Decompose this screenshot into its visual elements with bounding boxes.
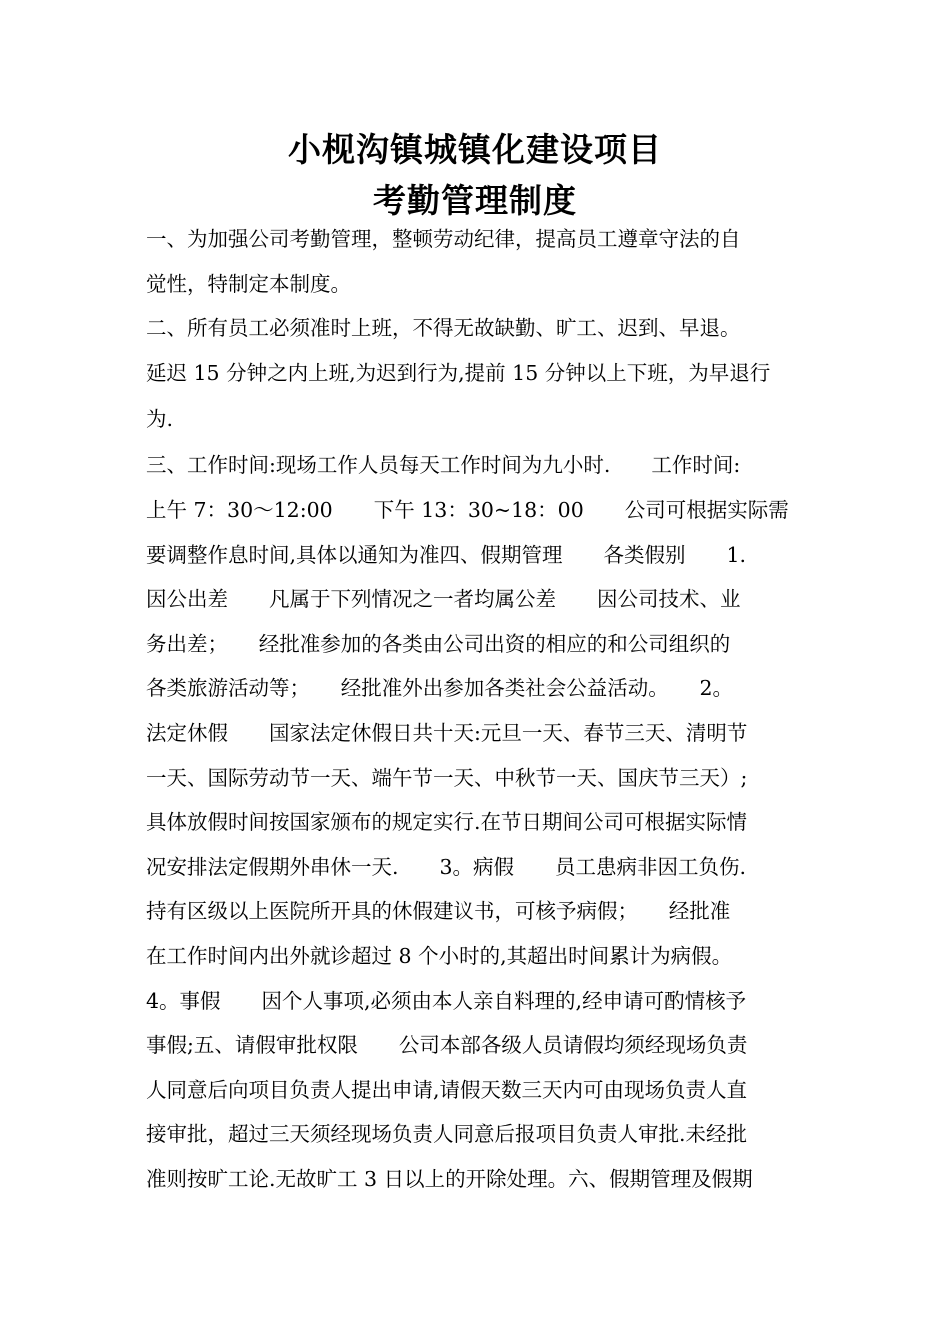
body-line: 在工作时间内出外就诊超过 8 个小时的,其超出时间累计为病假。: [146, 943, 733, 968]
body-line: 4。事假 因个人事项,必须由本人亲自料理的,经申请可酌情核予: [146, 988, 747, 1013]
body-line: 况安排法定假期外串休一天. 3。病假 员工患病非因工负伤.: [146, 854, 747, 879]
document-title-line-2: 考勤管理制度: [373, 181, 577, 220]
body-line: 上午 7：30～12:00 下午 13：30~18：00 公司可根据实际需: [146, 497, 789, 522]
body-line: 人同意后向项目负责人提出申请,请假天数三天内可由现场负责人直: [146, 1077, 748, 1102]
body-line: 法定休假 国家法定休假日共十天:元旦一天、春节三天、清明节: [146, 720, 748, 745]
body-line: 接审批，超过三天须经现场负责人同意后报项目负责人审批.未经批: [146, 1122, 748, 1147]
body-line: 要调整作息时间,具体以通知为准四、假期管理 各类假别 1.: [146, 542, 747, 567]
body-line: 二、所有员工必须准时上班，不得无故缺勤、旷工、迟到、早退。: [146, 316, 741, 341]
body-line: 务出差； 经批准参加的各类由公司出资的相应的和公司组织的: [146, 631, 731, 656]
body-line: 为.: [146, 407, 174, 432]
body-line: 事假;五、请假审批权限 公司本部各级人员请假均须经现场负责: [146, 1033, 748, 1058]
body-line: 一天、国际劳动节一天、端午节一天、中秋节一天、国庆节三天）;: [146, 765, 748, 790]
body-line: 一、为加强公司考勤管理，整顿劳动纪律，提高员工遵章守法的自: [146, 227, 741, 251]
body-line: 因公出差 凡属于下列情况之一者均属公差 因公司技术、业: [146, 587, 741, 612]
document-body: [146, 217, 816, 1201]
body-line: 觉性，特制定本制度。: [146, 271, 351, 296]
body-line: 准则按旷工论.无故旷工 3 日以上的开除处理。六、假期管理及假期: [146, 1166, 753, 1191]
body-line: 各类旅游活动等； 经批准外出参加各类社会公益活动。 2。: [146, 676, 734, 701]
body-line: 持有区级以上医院所开具的休假建议书，可核予病假； 经批准: [146, 899, 731, 924]
body-line: 延迟 15 分钟之内上班,为迟到行为,提前 15 分钟以上下班，为早退行: [146, 360, 771, 385]
document-title-line-1: 小枧沟镇城镇化建设项目: [288, 130, 662, 169]
body-line: 具体放假时间按国家颁布的规定实行.在节日期间公司可根据实际情: [146, 810, 748, 835]
body-line: 三、工作时间:现场工作人员每天工作时间为九小时. 工作时间:: [146, 453, 741, 478]
